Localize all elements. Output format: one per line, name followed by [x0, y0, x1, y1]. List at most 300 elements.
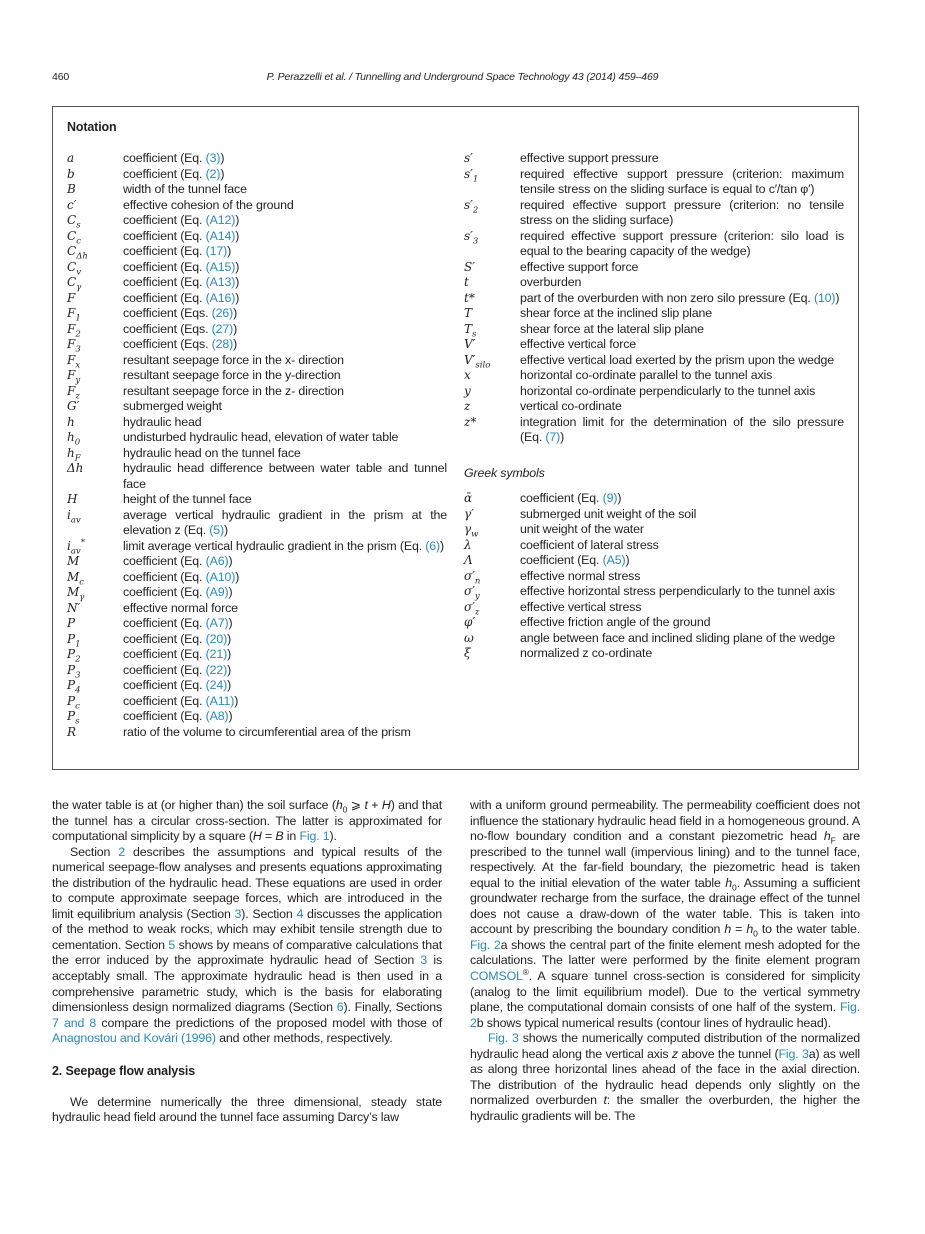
- description-text: horizontal co-ordinate parallel to the tunnel axis: [520, 368, 773, 382]
- description-text: submerged weight: [123, 399, 222, 413]
- description-text: effective support pressure: [520, 151, 659, 165]
- description-text: shear force at the inclined slip plane: [520, 306, 712, 320]
- symbol-base: P: [67, 693, 76, 708]
- equation-link[interactable]: (22): [205, 662, 228, 677]
- description-text: coefficient (Eq.: [123, 678, 206, 692]
- notation-description: [123, 554, 447, 570]
- equation-link[interactable]: (2): [205, 166, 221, 181]
- symbol-subscript: c: [79, 576, 85, 587]
- symbol-subscript: c: [75, 700, 80, 711]
- symbol-subscript: s: [472, 328, 477, 339]
- notation-description: [123, 725, 447, 741]
- notation-description: [520, 538, 844, 554]
- description-text: coefficient (Eqs.: [123, 337, 212, 351]
- notation-symbol: [464, 337, 520, 353]
- notation-symbol: [67, 322, 123, 338]
- equation-link[interactable]: (A12): [205, 213, 236, 227]
- notation-description: [520, 507, 844, 523]
- description-end: ): [235, 290, 240, 305]
- notation-description: [520, 584, 844, 600]
- notation-description: [520, 291, 844, 307]
- reference-link[interactable]: Fig. 2: [470, 937, 501, 952]
- equation-link[interactable]: (27): [211, 321, 234, 336]
- notation-description: [123, 647, 447, 663]
- reference-link[interactable]: 4: [296, 906, 304, 921]
- notation-description: [123, 322, 447, 338]
- reference-link[interactable]: 3: [234, 906, 242, 921]
- symbol-base: σ′: [464, 584, 475, 598]
- notation-row: [464, 553, 844, 569]
- notation-symbol: [67, 260, 123, 276]
- text-run: Section: [70, 844, 119, 859]
- symbol-subscript: n: [474, 575, 481, 586]
- symbol-base: h: [67, 414, 75, 429]
- notation-greek-list: [464, 491, 844, 662]
- symbol-base: ω: [464, 630, 474, 645]
- description-end: ): [235, 569, 240, 584]
- notation-title: Notation: [67, 120, 117, 134]
- description-text: resultant seepage force in the y-direction: [123, 368, 341, 382]
- description-text: hydraulic head difference between water table and tunnel face: [123, 461, 447, 491]
- equation-link[interactable]: (10): [813, 290, 836, 305]
- description-text: ratio of the volume to circumferential area of the prism: [123, 724, 411, 739]
- notation-description: [520, 260, 844, 276]
- notation-row: [67, 601, 447, 617]
- notation-description: [520, 275, 844, 291]
- notation-columns: [67, 151, 844, 740]
- notation-description: [123, 182, 447, 198]
- math-variable: t: [603, 1093, 607, 1108]
- notation-row: [67, 430, 447, 446]
- description-text: vertical co-ordinate: [520, 399, 622, 413]
- description-text: coefficient (Eqs.: [123, 306, 212, 320]
- symbol-base: s′: [464, 228, 473, 243]
- equation-link[interactable]: (6): [425, 538, 440, 553]
- notation-description: [123, 461, 447, 492]
- symbol-subscript: z: [474, 606, 480, 617]
- notation-row: [67, 415, 447, 431]
- notation-row: [464, 353, 844, 369]
- notation-row: [67, 291, 447, 307]
- description-text: coefficient (Eq.: [123, 244, 206, 258]
- notation-row: [67, 151, 447, 167]
- notation-description: [123, 539, 447, 555]
- equation-link[interactable]: (9): [602, 491, 618, 505]
- description-text: effective friction angle of the ground: [520, 615, 711, 629]
- notation-row: [67, 570, 447, 586]
- notation-row: [67, 554, 447, 570]
- notation-row: [464, 646, 844, 662]
- symbol-base: s′: [464, 166, 473, 181]
- symbol-base: σ′: [464, 599, 475, 614]
- section-heading: 2. Seepage flow analysis: [52, 1063, 195, 1078]
- notation-symbol: [464, 553, 520, 569]
- notation-row: [464, 631, 844, 647]
- notation-description: [123, 709, 447, 725]
- notation-row: [464, 615, 844, 631]
- description-text: coefficient (Eq.: [123, 569, 206, 584]
- notation-symbol: [67, 508, 123, 539]
- paragraph: [52, 1095, 442, 1126]
- description-text: limit average vertical hydraulic gradient in the prism (Eq.: [123, 538, 426, 553]
- symbol-base: h: [67, 430, 75, 444]
- symbol-base: F: [67, 383, 76, 398]
- reference-link[interactable]: 6: [336, 1000, 344, 1015]
- notation-symbol: [464, 538, 520, 554]
- notation-description: [123, 508, 447, 539]
- notation-row: [67, 616, 447, 632]
- symbol-base: y: [464, 383, 471, 398]
- description-text: coefficient (Eq.: [123, 228, 206, 243]
- notation-row: [464, 569, 844, 585]
- notation-description: [520, 167, 844, 198]
- equation-link[interactable]: (26): [211, 306, 234, 320]
- notation-description: [123, 198, 447, 214]
- symbol-base: N′: [67, 600, 81, 615]
- notation-symbol: [464, 167, 520, 198]
- symbol-superscript: *: [80, 537, 85, 548]
- body-right-column: [470, 798, 860, 1126]
- symbol-base: i: [67, 538, 71, 553]
- notation-description: [520, 337, 844, 353]
- notation-row: [67, 229, 447, 245]
- text-run: the water table is at (or higher than) the soil surface (: [52, 798, 336, 812]
- notation-left-column: [67, 151, 447, 740]
- text-run: . A square tunnel cross-section is considered for simplicity (analog to the limit equilibrium model). Due to the vertical symmetry plane, the computational domain consists of one half of the system.: [470, 969, 860, 1015]
- description-end: ): [233, 337, 238, 351]
- notation-description: [520, 615, 844, 631]
- symbol-base: C: [67, 244, 77, 258]
- notation-symbol: [67, 275, 123, 291]
- symbol-subscript: F: [74, 452, 81, 463]
- equation-link[interactable]: (A8): [205, 709, 229, 723]
- symbol-base: H: [67, 492, 78, 506]
- description-text: overburden: [520, 275, 582, 289]
- notation-description: [123, 632, 447, 648]
- reference-link[interactable]: Fig. 3: [778, 1046, 809, 1061]
- reference-link[interactable]: Fig. 1: [299, 829, 330, 844]
- description-text: coefficient (Eq.: [123, 585, 206, 599]
- symbol-base: S′: [464, 259, 475, 274]
- description-end: ): [235, 228, 240, 243]
- notation-symbol: [67, 384, 123, 400]
- equation-link[interactable]: (A9): [205, 585, 229, 599]
- symbol-subscript: 1: [75, 313, 81, 324]
- description-text: coefficient of lateral stress: [520, 537, 659, 552]
- description-text: coefficient (Eq.: [520, 553, 603, 567]
- notation-symbol: [67, 446, 123, 462]
- math-variable: H: [381, 798, 391, 812]
- notation-row: [67, 694, 447, 710]
- reference-link[interactable]: Fig. 3: [488, 1031, 519, 1046]
- description-text: coefficient (Eq.: [123, 554, 206, 568]
- description-text: coefficient (Eqs.: [123, 321, 212, 336]
- notation-description: [123, 601, 447, 617]
- text-run: shows the numerically computed distribution of the normalized hydraulic head along the vertical axis: [470, 1031, 860, 1061]
- notation-description: [123, 291, 447, 307]
- equation-link[interactable]: (24): [205, 678, 228, 692]
- notation-row: [464, 306, 844, 322]
- symbol-base: s′: [464, 197, 473, 212]
- notation-symbol: [464, 353, 520, 369]
- description-end: ): [227, 662, 232, 677]
- symbol-subscript: 3: [472, 235, 479, 246]
- notation-description: [123, 167, 447, 183]
- notation-description: [520, 384, 844, 400]
- text-run: a) as well as along three horizontal lines ahead of the face in the axial direction. The distribution of the hydraulic head depends only slightly on the normalized overburden: [470, 1046, 860, 1108]
- description-text: resultant seepage force in the z- direction: [123, 383, 344, 398]
- notation-description: [520, 229, 844, 260]
- notation-symbol: [464, 151, 520, 167]
- notation-row: [464, 275, 844, 291]
- reference-link[interactable]: 7 and 8: [52, 1015, 97, 1030]
- notation-description: [520, 368, 844, 384]
- notation-right-column: [464, 151, 844, 740]
- equation-link[interactable]: (A16): [205, 290, 236, 305]
- symbol-base: Λ: [464, 553, 473, 567]
- description-text: resultant seepage force in the x- direction: [123, 352, 344, 367]
- equation-link[interactable]: (A15): [205, 259, 236, 274]
- math-variable: t: [364, 798, 368, 812]
- description-text: integration limit for the determination of the silo pressure (Eq.: [520, 414, 844, 444]
- reference-link[interactable]: COMSOL: [470, 969, 523, 984]
- symbol-subscript: 3: [75, 669, 81, 680]
- math-variable: h: [823, 829, 831, 844]
- symbol-subscript: Δh: [76, 251, 88, 262]
- description-text: required effective support pressure (criterion: silo load is equal to the bearing capacity of the wedge): [520, 228, 844, 258]
- text-run: =: [731, 922, 747, 937]
- text-run: and other methods, respectively.: [215, 1031, 393, 1046]
- notation-symbol: [67, 461, 123, 492]
- notation-description: [520, 151, 844, 167]
- notation-symbol: [67, 213, 123, 229]
- notation-description: [520, 415, 844, 446]
- symbol-base: F: [67, 290, 76, 305]
- notation-symbol: [67, 709, 123, 725]
- equation-link[interactable]: (A13): [205, 275, 236, 289]
- subscript: F: [830, 835, 836, 846]
- symbol-subscript: 4: [75, 685, 81, 696]
- symbol-base: c′: [67, 197, 77, 212]
- symbol-base: z: [464, 399, 471, 413]
- notation-row: [67, 492, 447, 508]
- symbol-subscript: y: [75, 375, 81, 386]
- equation-link[interactable]: (A7): [205, 616, 229, 630]
- description-end: ): [220, 151, 225, 165]
- subscript: 0: [342, 804, 348, 815]
- equation-link[interactable]: (20): [205, 631, 228, 646]
- description-end: ): [560, 430, 565, 444]
- paragraph: [470, 1031, 860, 1124]
- symbol-subscript: γ: [79, 592, 85, 603]
- notation-symbol: [67, 198, 123, 214]
- notation-symbol: [464, 646, 520, 662]
- text-run: is acceptably small. The approximate hydraulic head is then used in a comprehensive parametric study, which is the basis for elaborating dimensionless design normalized diagrams (Section: [52, 953, 442, 1015]
- symbol-subscript: 2: [75, 654, 81, 665]
- reference-link[interactable]: Anagnostou and Kovári (1996): [52, 1031, 216, 1046]
- notation-symbol: [67, 694, 123, 710]
- description-end: ): [235, 259, 240, 274]
- equation-link[interactable]: (A5): [602, 553, 626, 567]
- body-left-column: [52, 798, 442, 1126]
- notation-description: [520, 491, 844, 507]
- notation-row: [67, 306, 447, 322]
- notation-description: [123, 368, 447, 384]
- notation-symbol: [464, 229, 520, 260]
- notation-row: [464, 229, 844, 260]
- notation-symbol: [464, 368, 520, 384]
- symbol-subscript: silo: [475, 359, 491, 370]
- notation-row: [464, 507, 844, 523]
- notation-description: [123, 492, 447, 508]
- description-end: ): [233, 321, 238, 336]
- description-end: ): [228, 709, 233, 723]
- equation-link[interactable]: (3): [205, 151, 221, 165]
- equation-link[interactable]: (A10): [205, 569, 236, 584]
- description-text: coefficient (Eq.: [123, 275, 206, 289]
- superscript: ®: [522, 967, 529, 977]
- symbol-subscript: v: [76, 266, 81, 277]
- notation-description: [123, 337, 447, 353]
- symbol-base: λ: [464, 537, 472, 552]
- notation-row: [67, 585, 447, 601]
- greek-symbols-heading: Greek symbols: [464, 465, 545, 480]
- symbol-base: Δh: [67, 461, 84, 475]
- symbol-subscript: 1: [75, 638, 81, 649]
- notation-row: [464, 337, 844, 353]
- description-text: horizontal co-ordinate perpendicularly to the tunnel axis: [520, 383, 816, 398]
- notation-description: [520, 198, 844, 229]
- notation-symbol: [464, 291, 520, 307]
- symbol-subscript: s: [76, 220, 81, 231]
- notation-symbol: [464, 399, 520, 415]
- reference-link[interactable]: Fig. 2: [470, 1000, 860, 1030]
- symbol-base: z*: [464, 414, 477, 429]
- notation-description: [520, 353, 844, 369]
- symbol-base: V′: [464, 352, 476, 367]
- description-text: coefficient (Eq.: [520, 491, 603, 505]
- notation-symbol: [464, 522, 520, 538]
- notation-row: [67, 461, 447, 492]
- notation-row: [67, 446, 447, 462]
- description-text: effective vertical force: [520, 337, 636, 351]
- notation-symbol: [67, 167, 123, 183]
- description-end: ): [625, 553, 630, 567]
- description-text: effective horizontal stress perpendicularly to the tunnel axis: [520, 584, 835, 598]
- text-run: We determine numerically the three dimensional, steady state hydraulic head field around the tunnel face assuming Darcy’s law: [52, 1094, 442, 1125]
- notation-symbol: [464, 322, 520, 338]
- notation-row: [464, 167, 844, 198]
- description-end: ): [228, 616, 233, 630]
- notation-symbol: [67, 601, 123, 617]
- description-end: ): [234, 693, 239, 708]
- description-text: effective vertical load exerted by the prism upon the wedge: [520, 352, 834, 367]
- equation-link[interactable]: (5): [209, 523, 224, 537]
- notation-description: [123, 415, 447, 431]
- notation-symbol: [67, 182, 123, 198]
- text-run: to the water table.: [757, 922, 860, 937]
- equation-link[interactable]: (A6): [205, 554, 229, 568]
- symbol-base: C: [67, 275, 77, 289]
- equation-link[interactable]: (A14): [205, 228, 236, 243]
- notation-symbol: [464, 198, 520, 229]
- reference-link[interactable]: 5: [168, 937, 176, 952]
- symbol-base: F: [67, 321, 76, 336]
- notation-description: [123, 678, 447, 694]
- text-run: . Assuming a sufficient groundwater recharge from the surface, the drainage effect of the tunnel does not cause a draw-down of the water table. This is taken into account by prescribing the boundary condition: [470, 875, 860, 937]
- description-text: coefficient (Eq.: [123, 290, 206, 305]
- notation-row: [67, 632, 447, 648]
- text-run: compare the predictions of the proposed model with those of: [96, 1015, 442, 1030]
- reference-link[interactable]: 2: [118, 844, 126, 859]
- symbol-base: γ′: [464, 506, 474, 521]
- notation-row: [67, 508, 447, 539]
- notation-description: [123, 399, 447, 415]
- symbol-subscript: 3: [75, 344, 81, 355]
- description-text: coefficient (Eq.: [123, 647, 206, 661]
- equation-link[interactable]: (7): [545, 430, 561, 444]
- notation-description: [123, 585, 447, 601]
- notation-symbol: [67, 399, 123, 415]
- text-run: with a uniform ground permeability. The permeability coefficient does not influence the stationary hydraulic head field in a homogeneous ground. A no-flow boundary condition and a constant piezometric head: [470, 798, 860, 844]
- text-run: ) and that the tunnel has a circular cross-section. The latter is approximated for computational simplicity by a square (: [52, 798, 442, 844]
- notation-box: [52, 106, 859, 770]
- symbol-base: R: [67, 724, 77, 739]
- symbol-subscript: z: [75, 390, 80, 401]
- notation-row: [464, 384, 844, 400]
- equation-link[interactable]: (21): [205, 647, 228, 661]
- description-text: hydraulic head: [123, 414, 202, 429]
- notation-symbol: [67, 291, 123, 307]
- text-run: b shows typical numerical results (contour lines of hydraulic head).: [476, 1015, 831, 1030]
- symbol-base: t*: [464, 290, 475, 305]
- notation-symbol: [67, 570, 123, 586]
- reference-link[interactable]: 3: [420, 953, 428, 968]
- description-text: effective normal force: [123, 600, 238, 615]
- notation-symbol: [464, 260, 520, 276]
- math-variable: h: [724, 922, 732, 937]
- notation-row: [67, 539, 447, 555]
- description-text: unit weight of the water: [520, 522, 644, 536]
- symbol-subscript: y: [474, 591, 480, 602]
- notation-description: [123, 353, 447, 369]
- text-run: shows by means of comparative calculations that the error induced by the approximate hydraulic head of Section: [52, 937, 442, 968]
- notation-symbol: [67, 337, 123, 353]
- symbol-subscript: 2: [472, 204, 479, 215]
- description-text: effective support force: [520, 259, 639, 274]
- notation-row: [464, 260, 844, 276]
- notation-symbol: [67, 647, 123, 663]
- symbol-base: V′: [464, 337, 476, 351]
- notation-row: [67, 663, 447, 679]
- equation-link[interactable]: (A11): [205, 693, 235, 708]
- symbol-base: T: [464, 306, 473, 320]
- description-text: effective vertical stress: [520, 599, 642, 614]
- description-text: coefficient (Eq.: [123, 631, 206, 646]
- notation-symbol: [67, 353, 123, 369]
- equation-link[interactable]: (17): [205, 244, 228, 258]
- text-run: in: [283, 829, 300, 844]
- equation-link[interactable]: (28): [211, 337, 234, 351]
- notation-description: [123, 446, 447, 462]
- description-text: effective normal stress: [520, 568, 641, 583]
- symbol-base: ξ: [464, 646, 471, 660]
- text-run: =: [261, 829, 276, 844]
- symbol-subscript: x: [75, 359, 81, 370]
- notation-description: [123, 151, 447, 167]
- symbol-base: T: [464, 321, 473, 336]
- notation-description: [520, 646, 844, 662]
